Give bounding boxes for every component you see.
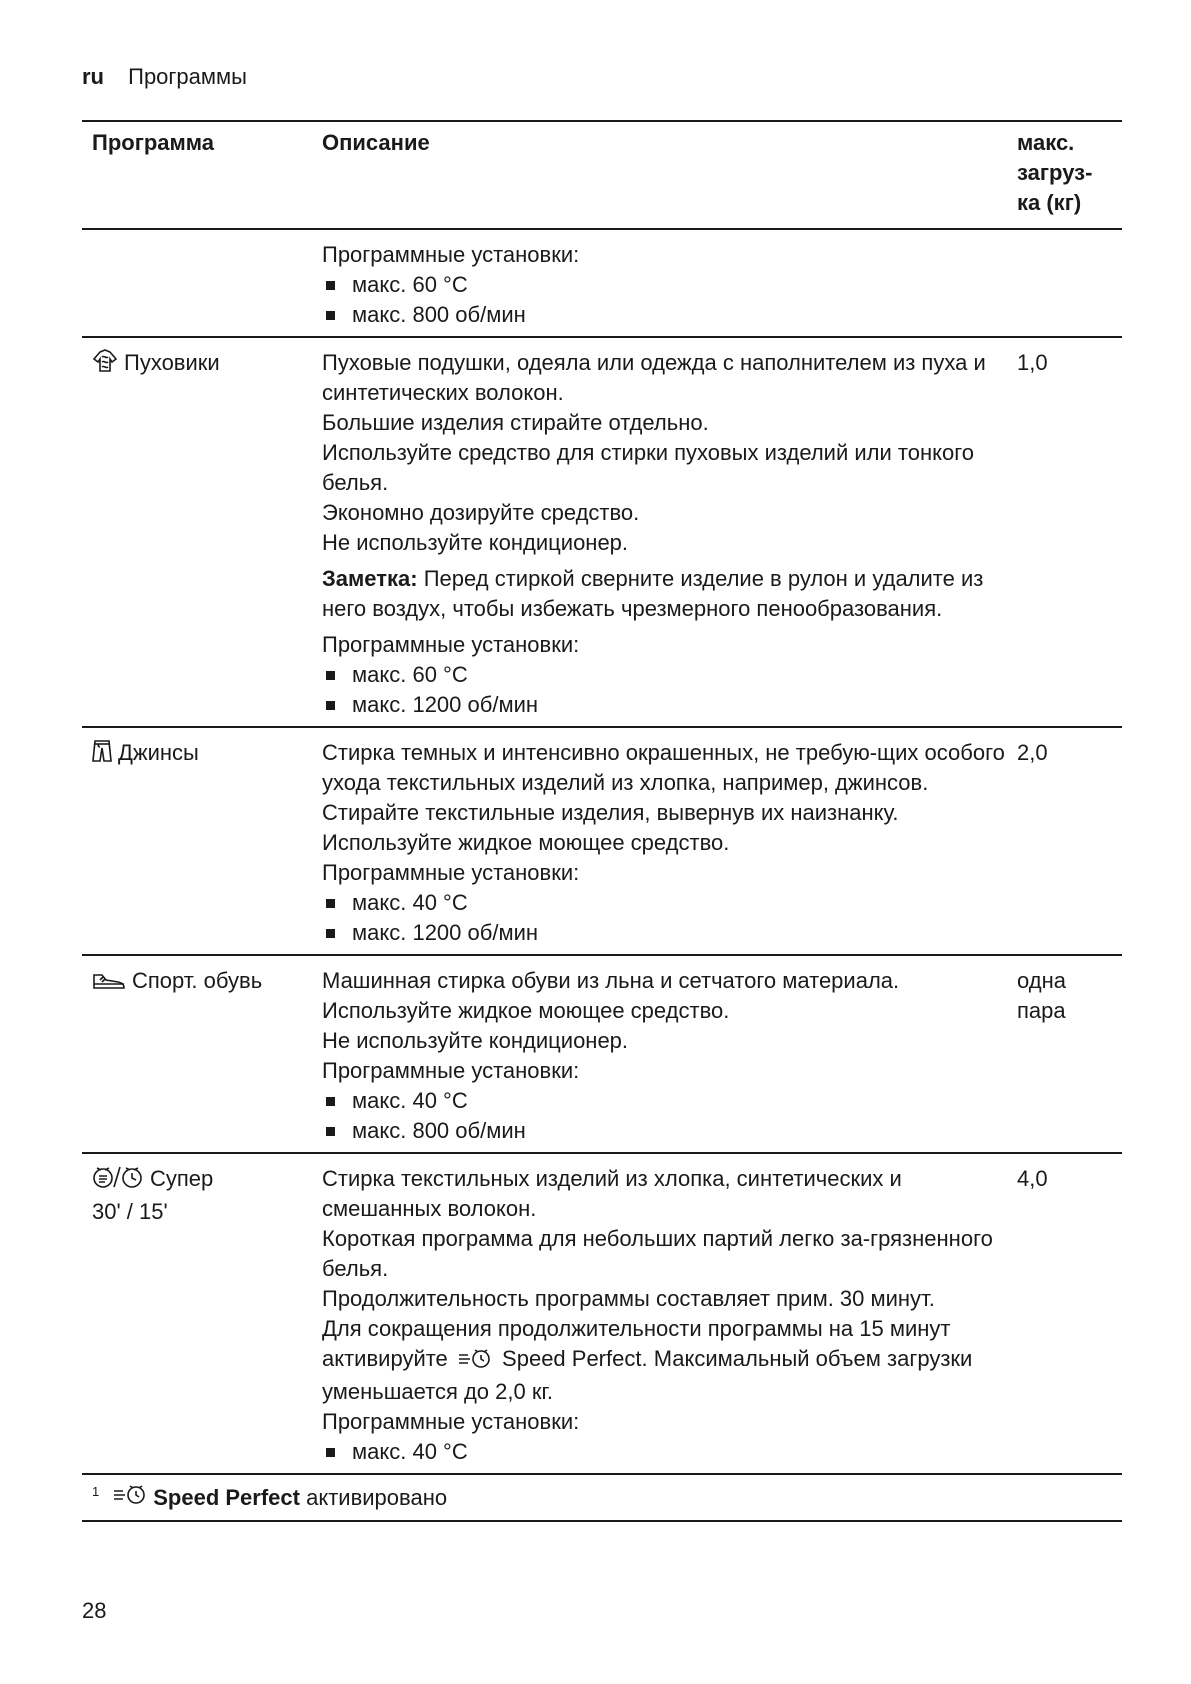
settings-list	[322, 270, 1009, 330]
language-code: ru	[82, 64, 104, 89]
settings-label: Программные установки:	[322, 1058, 580, 1083]
table-row	[82, 728, 1122, 956]
load-cell: 1,0	[1017, 350, 1048, 375]
section-title: Программы	[128, 64, 247, 89]
sneaker-icon	[92, 969, 126, 999]
speed-perfect-paragraph: Для сокращения продолжительности программы на 15 минут активируйте Speed Perfect. Максимальный объем загрузки уменьшается до 2,0 кг.	[322, 1316, 973, 1404]
description-cell: Пуховые подушки, одеяла или одежда с наполнителем из пуха и синтетических волокон. Большие изделия стирайте отдельно. Используйте средство для стирки пуховых изделий или тонкого белья. Экономно дозируйте средство. Не используйте кондиционер. Заметка: Перед стиркой сверните изделие в рулон и удалите из него воздух, чтобы избежать чрезмерного пенообразования. Программные установки: макс. 60 °C макс. 1200 об/мин	[322, 338, 1017, 726]
program-name: Супер	[150, 1166, 214, 1191]
settings-label: Программные установки:	[322, 1409, 580, 1434]
column-header-load: макс. загруз- ка (кг)	[1017, 130, 1093, 215]
list-item: макс. 60 °C	[322, 270, 1009, 300]
description-cell: Машинная стирка обуви из льна и сетчатого материала. Используйте жидкое моющее средство. Не используйте кондиционер. Программные установки: макс. 40 °C макс. 800 об/мин	[322, 956, 1017, 1152]
program-cell	[82, 338, 322, 726]
program-name: Пуховики	[124, 350, 220, 375]
load-cell	[1017, 230, 1122, 336]
load-cell: 2,0	[1017, 740, 1048, 765]
programs-table	[82, 120, 1122, 1522]
footnote	[82, 1475, 1122, 1522]
page-header	[82, 64, 247, 90]
settings-label: Программные установки:	[322, 632, 580, 657]
speed-perfect-icon	[458, 1347, 492, 1377]
program-name-line2: 30' / 15'	[92, 1199, 168, 1224]
table-row	[82, 338, 1122, 728]
program-cell	[82, 230, 322, 336]
settings-list	[322, 1086, 1009, 1146]
program-cell	[82, 728, 322, 954]
note-label: Заметка:	[322, 566, 418, 591]
column-header-program: Программа	[92, 130, 215, 155]
list-item: макс. 800 об/мин	[322, 300, 1009, 330]
column-header-description: Описание	[322, 130, 430, 155]
jeans-icon	[92, 739, 112, 771]
program-name: Джинсы	[118, 740, 199, 765]
settings-label: Программные установки:	[322, 860, 580, 885]
table-row	[82, 230, 1122, 338]
footnote-marker: 1	[92, 1483, 100, 1499]
table-header	[82, 122, 1122, 230]
description-cell: Стирка текстильных изделий из хлопка, синтетических и смешанных волокон. Короткая программа для небольших партий легко за-грязненного белья. Продолжительность программы составляет прим. 30 минут. Для сокращения продолжительности программы на 15 минут активируйте Speed Perfect. Максимальный объем загрузки уменьшается до 2,0 кг. Программные установки: макс. 40 °C	[322, 1154, 1017, 1473]
list-item: макс. 40 °C	[322, 1086, 1009, 1116]
list-item: макс. 60 °C	[322, 660, 1009, 690]
table-row	[82, 1154, 1122, 1475]
load-cell: 4,0	[1017, 1166, 1048, 1191]
list-item: макс. 40 °C	[322, 888, 1009, 918]
down-jacket-icon	[92, 349, 118, 381]
footnote-text: активировано	[306, 1484, 448, 1510]
list-item: макс. 1200 об/мин	[322, 690, 1009, 720]
settings-label: Программные установки:	[322, 242, 580, 267]
description-cell	[322, 230, 1017, 336]
list-item: макс. 1200 об/мин	[322, 918, 1009, 948]
program-name: Спорт. обувь	[132, 968, 263, 993]
load-cell: одна пара	[1017, 968, 1066, 1023]
settings-list	[322, 888, 1009, 948]
settings-list	[322, 660, 1009, 720]
program-cell	[82, 1154, 322, 1473]
list-item: макс. 40 °C	[322, 1437, 1009, 1467]
list-item: макс. 800 об/мин	[322, 1116, 1009, 1146]
super-quick-icon	[92, 1165, 144, 1197]
page-number: 28	[82, 1598, 107, 1623]
footnote-bold: Speed Perfect	[153, 1484, 300, 1510]
settings-list	[322, 1437, 1009, 1467]
table-row	[82, 956, 1122, 1154]
note: Заметка: Перед стиркой сверните изделие в рулон и удалите из него воздух, чтобы избежать чрезмерного пенообразования.	[322, 566, 984, 621]
speed-perfect-icon	[113, 1483, 147, 1512]
program-cell	[82, 956, 322, 1152]
description-cell: Стирка темных и интенсивно окрашенных, не требую-щих особого ухода текстильных изделий из хлопка, например, джинсов. Стирайте текстильные изделия, вывернув их наизнанку. Используйте жидкое моющее средство. Программные установки: макс. 40 °C макс. 1200 об/мин	[322, 728, 1017, 954]
